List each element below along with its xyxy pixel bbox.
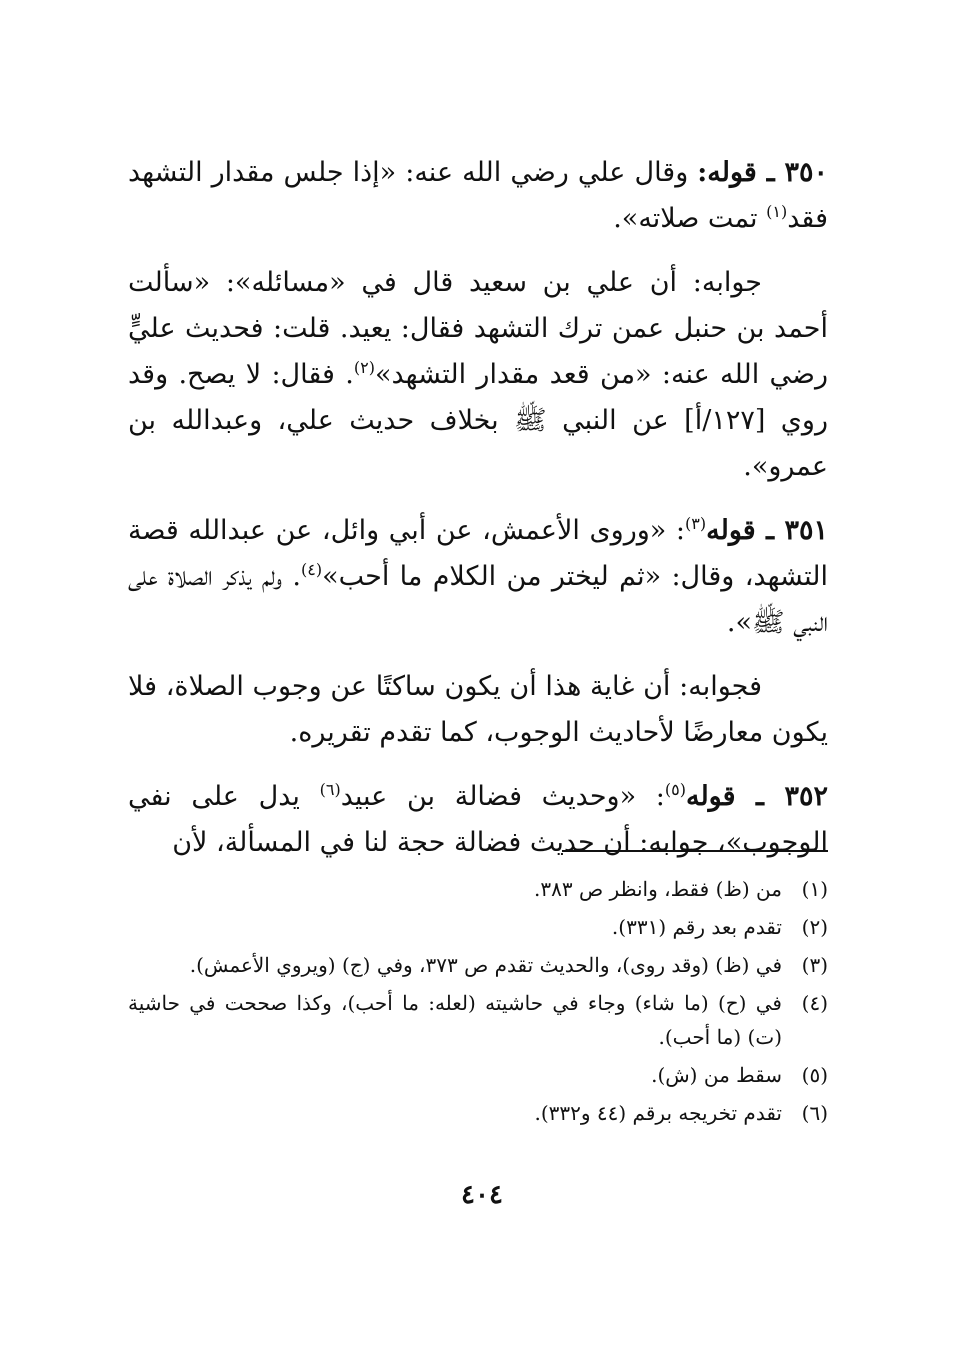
entry-number-352: ٣٥٢ ـ قوله	[685, 781, 828, 812]
footnote-text: تقدم بعد رقم (٣٣١).	[611, 915, 782, 939]
footnote-4	[128, 986, 828, 1054]
paragraph-text: : «وحديث فضالة بن عبيد	[340, 781, 665, 812]
footnote-text: في (ح) (ما شاء) وجاء في حاشيته (لعله: ما أحب)، وكذا صححت في حاشية (ت) (ما أحب).	[128, 991, 782, 1049]
paragraph-text: . فقال: لا يصح. وقد روي [١٢٧/أ] عن النبي ﷺ بخلاف حديث علي، وعبدالله بن عمرو».	[128, 359, 829, 482]
footnote-number: (٣)	[801, 953, 828, 977]
footnote-1	[128, 872, 828, 906]
paragraph-text: : «وروى الأعمش، عن أبي وائل، عن عبدالله قصة التشهد، وقال: «ثم ليختر من الكلام ما أحب»	[128, 515, 828, 592]
footnotes	[128, 872, 828, 1134]
footnote-ref-2[interactable]: (٢)	[353, 358, 375, 377]
footnote-text: من (ظ) فقط، وانظر ص ٣٨٣.	[534, 877, 782, 901]
paragraph-text: وقال علي رضي الله عنه: «إذا جلس مقدار التشهد فقد	[128, 157, 828, 234]
entry-number-351: ٣٥١ ـ قوله	[706, 515, 828, 546]
footnote-separator	[562, 850, 828, 852]
footnote-number: (٥)	[801, 1063, 828, 1087]
paragraph-answer-350	[128, 260, 828, 490]
footnote-2	[128, 910, 828, 944]
paragraph-text: . ولم يذكر الصلاة على النبي ﷺ».	[128, 561, 828, 638]
main-text	[128, 150, 828, 884]
footnote-3	[128, 948, 828, 982]
footnote-number: (٤)	[801, 991, 828, 1015]
footnote-number: (٢)	[801, 915, 828, 939]
footnote-number: (١)	[801, 877, 828, 901]
paragraph-text: تمت صلاته».	[613, 203, 767, 234]
footnote-ref-4[interactable]: (٤)	[301, 560, 323, 579]
footnote-text: سقط من (ش).	[651, 1063, 782, 1087]
footnote-ref-3[interactable]: (٣)	[685, 514, 707, 533]
paragraph-answer-351: فجوابه: أن غاية هذا أن يكون ساكتًا عن وجوب الصلاة، فلا يكون معارضًا لأحاديث الوجوب، كما تقدم تقريره.	[128, 671, 828, 748]
paragraph-352	[128, 774, 828, 866]
paragraph-text: يدل على نفي الوجوب»، جوابه: أن حديث فضالة حجة لنا في المسألة، لأن	[128, 781, 828, 858]
entry-number-350: ٣٥٠ ـ قوله:	[697, 157, 828, 188]
paragraph-351	[128, 508, 828, 646]
footnote-ref-1[interactable]: (١)	[766, 202, 788, 221]
paragraph-350	[128, 150, 828, 242]
paragraph-text: جوابه: أن علي بن سعيد قال في «مسائله»: «سألت أحمد بن حنبل عمن ترك التشهد فقال: يعيد. قلت: فحديث عليٍّ رضي الله عنه: «من قعد مقدار التشهد»	[128, 267, 829, 390]
footnote-5	[128, 1058, 828, 1092]
footnote-text: في (ظ) (وقد روى)، والحديث تقدم ص ٣٧٣، وفي (ج) (ويروي الأعمش).	[189, 953, 782, 977]
footnote-number: (٦)	[801, 1101, 828, 1125]
footnote-ref-5[interactable]: (٥)	[664, 780, 686, 799]
page-number: ٤٠٤	[461, 1180, 503, 1210]
footnote-ref-6[interactable]: (٦)	[319, 780, 341, 799]
footnote-text: تقدم تخريجه برقم (٤٤ و٣٣٢).	[534, 1101, 782, 1125]
footnote-6	[128, 1096, 828, 1130]
